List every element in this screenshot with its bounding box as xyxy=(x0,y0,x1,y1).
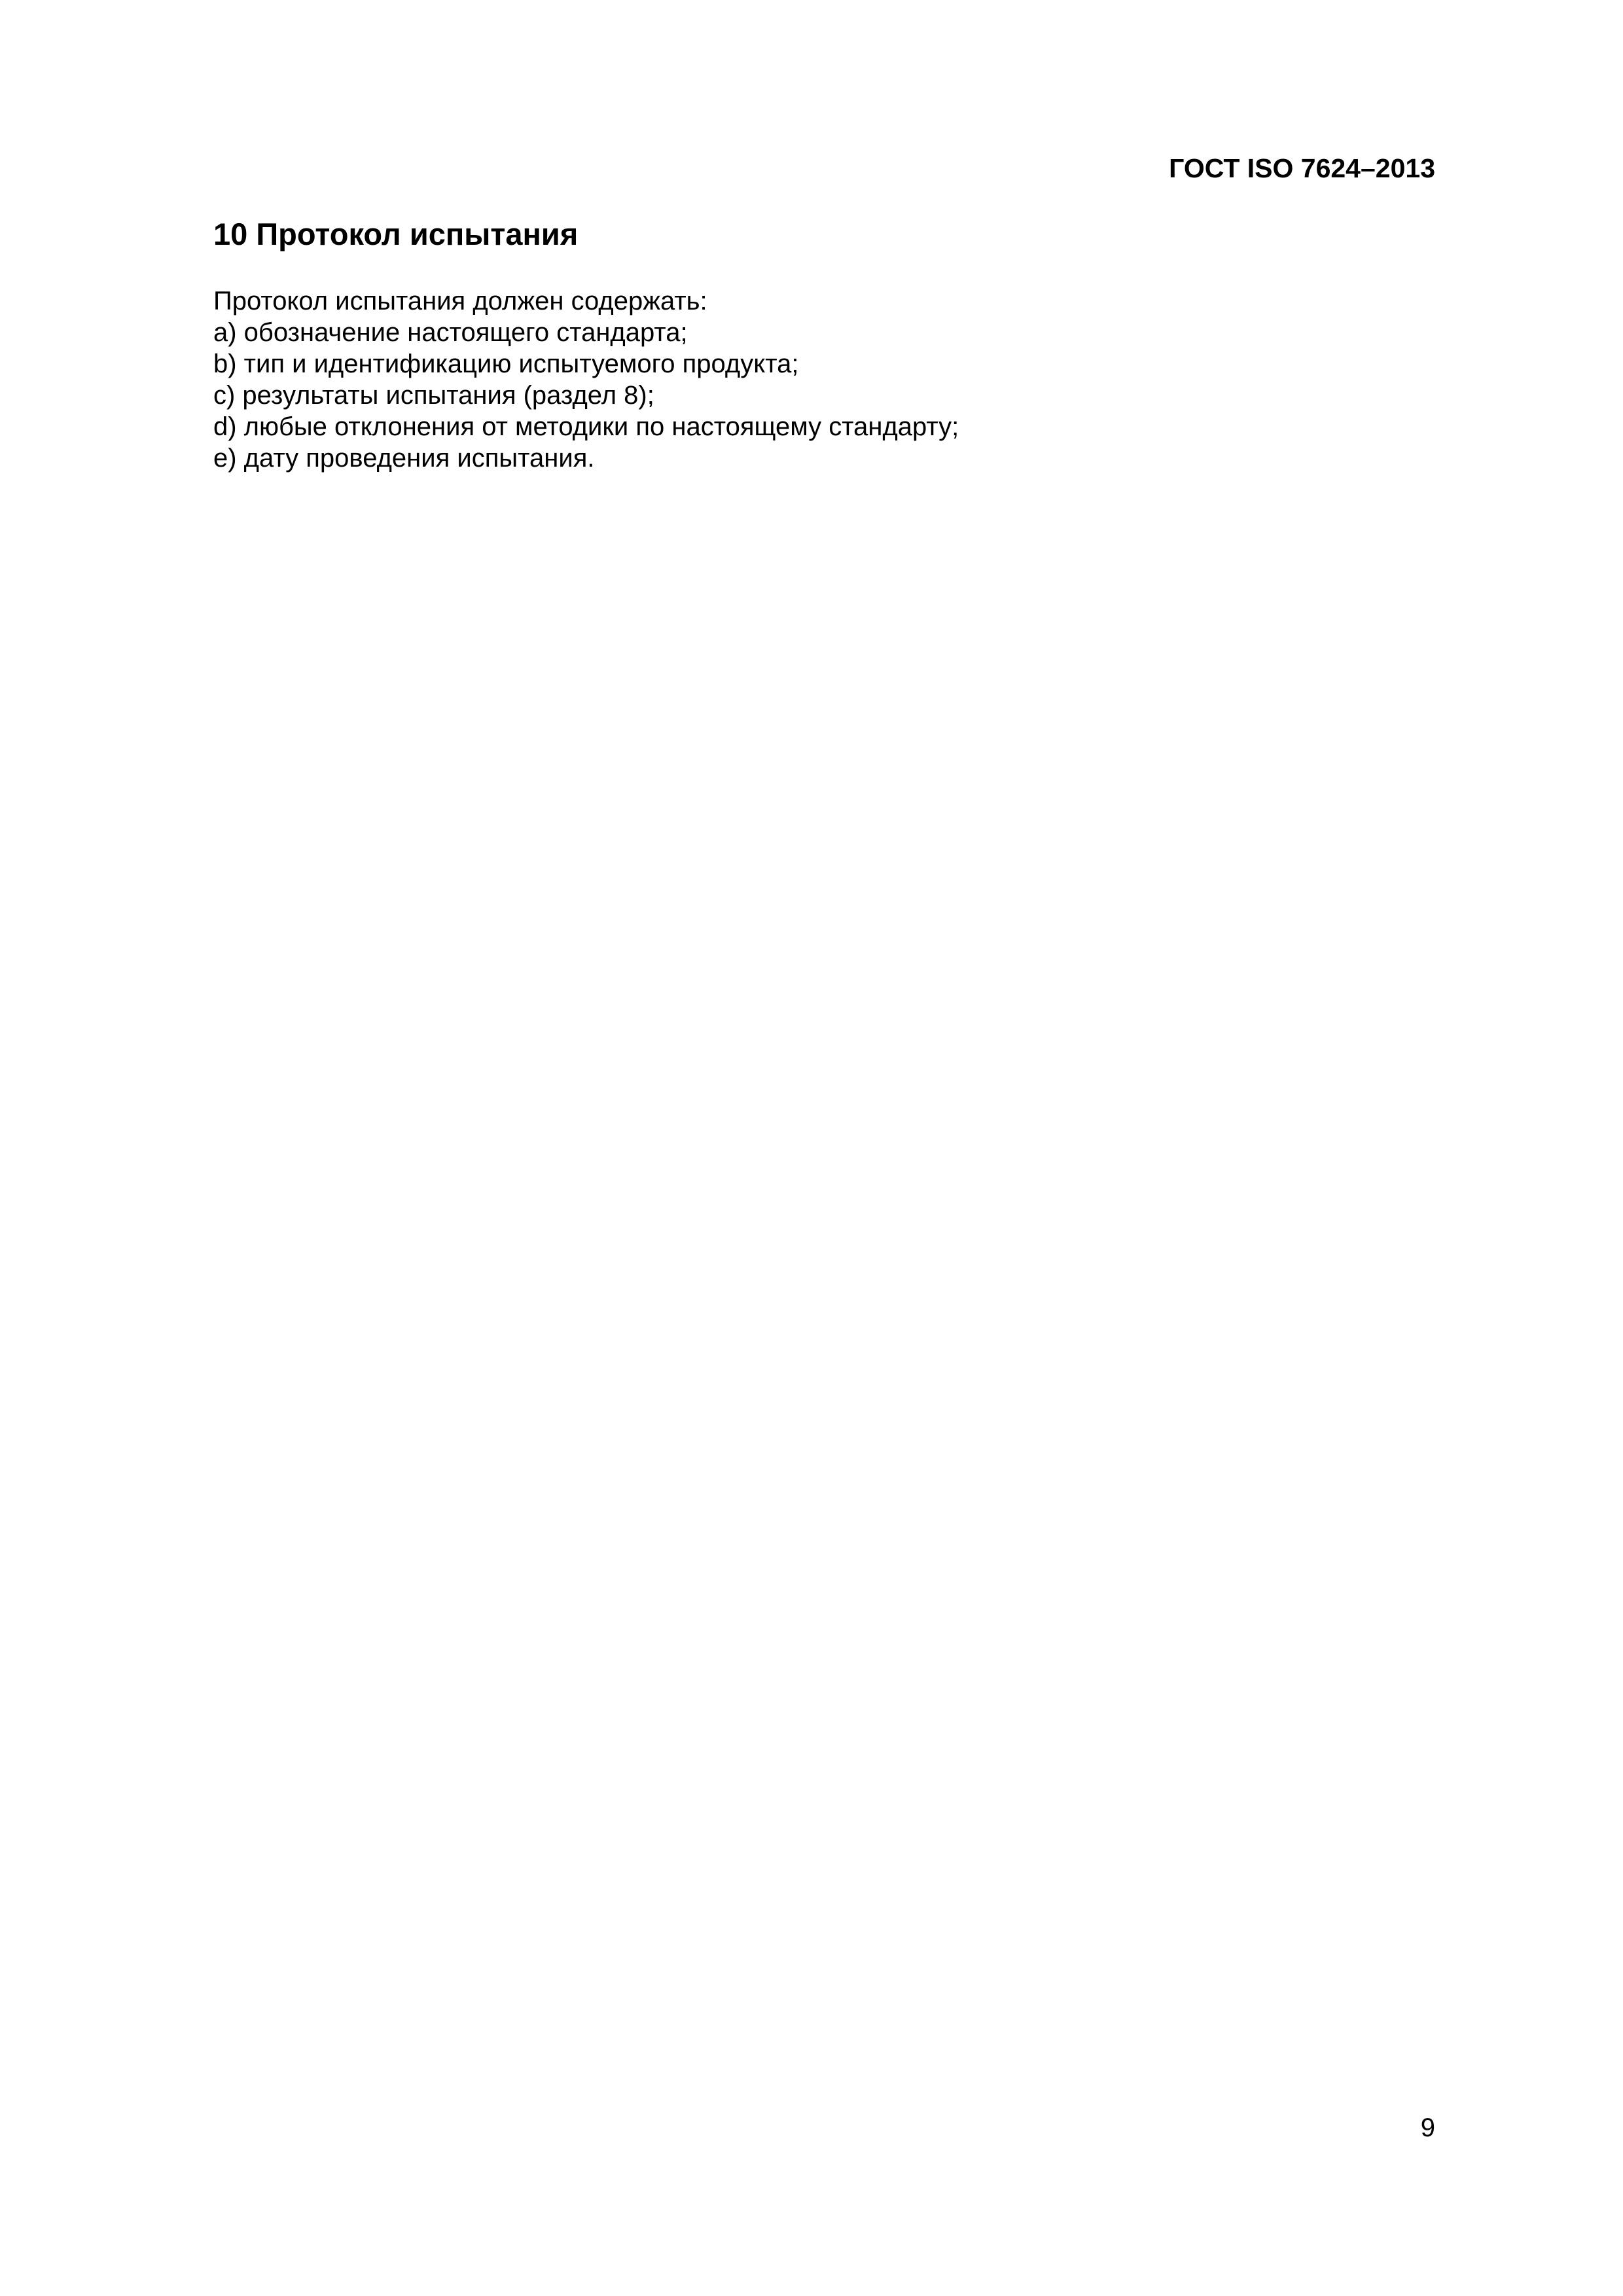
list-item: c) результаты испытания (раздел 8); xyxy=(213,381,654,410)
list-item: b) тип и идентификацию испытуемого продукта; xyxy=(213,350,799,378)
list-item: d) любые отклонения от методики по настоящему стандарту; xyxy=(213,412,959,441)
requirements-list xyxy=(213,317,959,474)
page-number: 9 xyxy=(1420,2113,1435,2142)
list-item: e) дату проведения испытания. xyxy=(213,444,595,473)
section-body xyxy=(213,285,959,474)
standard-header: ГОСТ ISO 7624–2013 xyxy=(1169,153,1435,183)
list-item: a) обозначение настоящего стандарта; xyxy=(213,318,688,347)
section-intro: Протокол испытания должен содержать: xyxy=(213,287,707,315)
section-title: 10 Протокол испытания xyxy=(213,217,579,251)
